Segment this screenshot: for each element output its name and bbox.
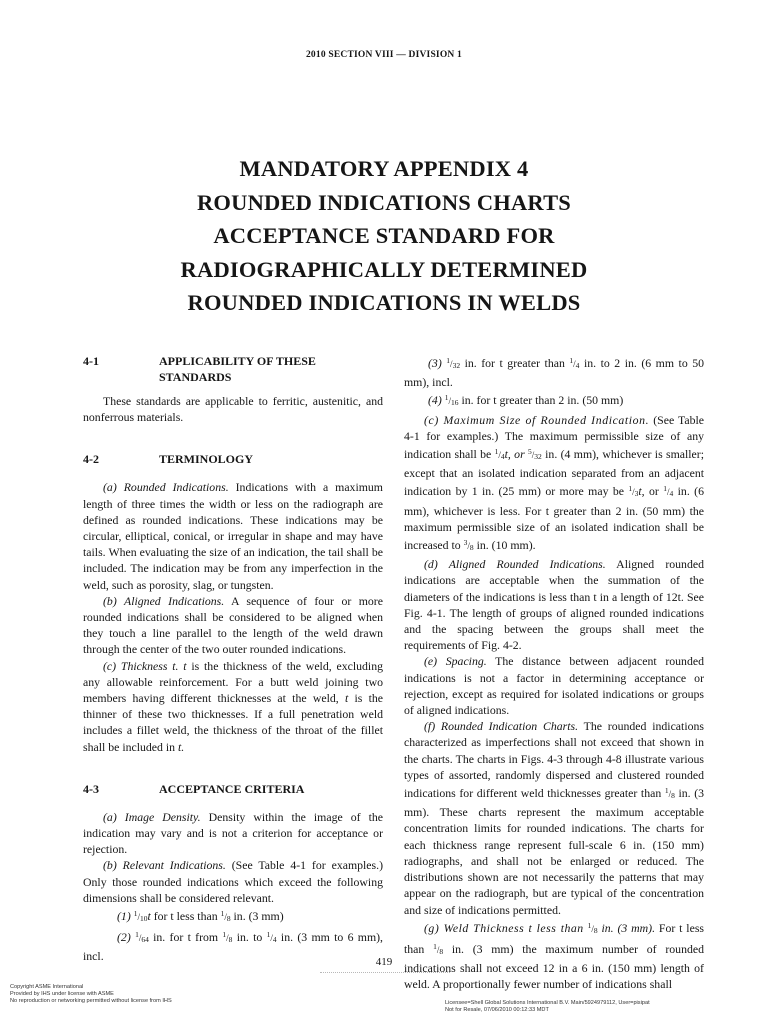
fraction: $^1/_{32}$: [446, 356, 461, 370]
license-notice: Licensee=Shell Global Solutions International B.V. Main/5924979112, User=pisipat Not for Resale, 07/06/2010 00:12:33 MDT: [445, 1000, 650, 1014]
fraction: $^1/_8$: [587, 920, 598, 935]
paragraph-4-2-b: (b) Aligned Indications. A sequence of four or more rounded indications shall be considered to be aligned when they touch a line parallel to the length of the weld drawn through the center of the two outer rounded indications.: [83, 593, 383, 657]
list-item-3: (3) $^1/_{32}$ in. for t greater than $^1/_4$ in. to 2 in. (6 mm to 50 mm), incl.: [404, 356, 705, 390]
fraction: $^1/_3$: [628, 484, 639, 499]
paragraph-4-3-c: (c) Maximum Size of Rounded Indication. (See Table 4-1 for examples.) The maximum permissible size of any indication shall be $^1/_4t$, or $^5/_{32}$ in. (4 mm), whichever is smaller; except that an isolated indication separated from an adjacent indication by 1 in. (25 mm) or more may be $^1/_3t$, or $^1/_4$ in. (6 mm), whichever is less. For t greater than 2 in. (50 mm) the maximum permissible size of an isolated indication shall be increased to $^3/_8$ in. (10 mm).: [404, 412, 704, 553]
paragraph-4-2-c: (c) Thickness t. t is the thickness of the weld, excluding any allowable reinforcement. For a butt weld joining two members having different thicknesses at the weld, t is the thinner of these two thicknesses. If a full penetration weld includes a fillet weld, the thickness of the throat of the fillet shall be included in t.: [83, 658, 384, 754]
fraction: $^1/_4$: [569, 356, 580, 370]
paragraph-4-3-f: (f) Rounded Indication Charts. The rounded indications characterized as imperfections shall not exceed that shown in the charts. The charts in Figs. 4-3 through 4-8 illustrate various types of assorted, randomly dispersed and clustered rounded indications for different weld thicknesses greater than $^1/_8$ in. (3 mm). These charts represent the maximum acceptable concentration limits for rounded indications. The charts for each thickness range represent full-scale 6 in. (150 mm) radiographs, and shall not be enlarged or reduced. The distributions shown are not necessarily the patterns that may appear on the radiograph, but are typical of the concentration and size of indications permitted.: [404, 719, 705, 917]
fraction: $^5/_{32}$: [528, 447, 542, 462]
appendix-title: [0, 152, 768, 320]
section-title: APPLICABILITY OF THESE STANDARDS: [159, 354, 316, 384]
fraction: $^1/_4$: [494, 447, 505, 462]
title-line: ROUNDED INDICATIONS IN WELDS: [187, 290, 581, 315]
section-title: TERMINOLOGY: [159, 452, 254, 467]
right-column: [404, 353, 704, 993]
fraction: $^1/_8$: [220, 909, 231, 924]
title-line: ROUNDED INDICATIONS CHARTS: [196, 189, 572, 215]
section-title: ACCEPTANCE CRITERIA: [159, 781, 305, 796]
section-number: 4-3: [83, 781, 99, 796]
fraction: $^1/_{10}$: [133, 909, 148, 924]
paragraph-4-3-g: (g) Weld Thickness t less than $^1/_8$ in. (3 mm). For t less than $^1/_8$ in. (3 mm) the maximum number of rounded indications shall not exceed 12 in a 6 in. (150 mm) length of weld. A proportionally fewer number of indications shall: [404, 920, 705, 992]
section-heading-4-1: [83, 353, 383, 385]
section-heading-4-2: [83, 451, 383, 467]
fraction: $^1/_8$: [664, 786, 675, 801]
fraction: $^1/_8$: [222, 930, 233, 945]
fraction: $^1/_8$: [433, 941, 444, 956]
title-line: RADIOGRAPHICALLY DETERMINED: [180, 256, 588, 282]
section-number: 4-2: [83, 452, 99, 467]
paragraph-4-3-e: (e) Spacing. The distance between adjacent rounded indications is not a factor in determining acceptance or rejection, except as required for isolated indications or groups of aligned indications.: [404, 654, 704, 718]
title-line: ACCEPTANCE STANDARD FOR: [213, 223, 555, 248]
list-item-1: (1) $^1/_{10}t$ for t less than $^1/_8$ in. (3 mm): [117, 909, 284, 924]
footer-divider: [320, 972, 450, 974]
paragraph-4-2-a: (a) Rounded Indications. Indications with a maximum length of three times the width or less on the radiograph are defined as rounded indications. These indications may be circular, elliptical, conical, or irregular in shape and may have tails. When evaluating the size of an indication, the tail shall be included. The indication may be from any imperfection in the weld, such as porosity, slag, or tungsten.: [83, 480, 383, 592]
fraction: $^1/_4$: [663, 484, 674, 499]
paragraph-4-3-a: (a) Image Density. Density within the image of the indication may vary and is not a criterion for acceptance or rejection.: [83, 809, 383, 857]
fraction: $^1/_4$: [266, 930, 277, 945]
paragraph: These standards are applicable to ferritic, austenitic, and nonferrous materials.: [83, 394, 383, 425]
copyright-notice: Copyright ASME International Provided by IHS under license with ASME No reproduction or networking permitted without license from IHS: [10, 984, 172, 1005]
fraction: $^1/_{64}$: [135, 930, 149, 945]
section-heading-4-3: [83, 781, 383, 797]
section-number: 4-1: [83, 354, 99, 368]
fraction: $^3/_8$: [463, 538, 474, 553]
left-column: [83, 353, 383, 965]
title-line: MANDATORY APPENDIX 4: [239, 156, 529, 181]
paragraph-4-3-b: (b) Relevant Indications. (See Table 4-1 for examples.) Only those rounded indications which exceed the following dimensions shall be considered relevant.: [83, 858, 384, 905]
running-header: 2010 SECTION VIII — DIVISION 1: [305, 50, 462, 60]
fraction: $^1/_{16}$: [444, 393, 459, 408]
page-number: 419: [375, 956, 393, 968]
list-item-4: (4) $^1/_{16}$ in. for t greater than 2 in. (50 mm): [428, 393, 624, 408]
list-item-2: (2) $^1/_{64}$ in. for t from $^1/_8$ in. to $^1/_4$ in. (3 mm to 6 mm), incl.: [83, 930, 383, 964]
paragraph-4-3-d: (d) Aligned Rounded Indications. Aligned rounded indications are acceptable when the summation of the diameters of the indications is less than t in a length of 12t. See Fig. 4-1. The length of groups of aligned rounded indications and the spacing between the groups shall meet the requirements of Fig. 4-2.: [404, 557, 704, 653]
